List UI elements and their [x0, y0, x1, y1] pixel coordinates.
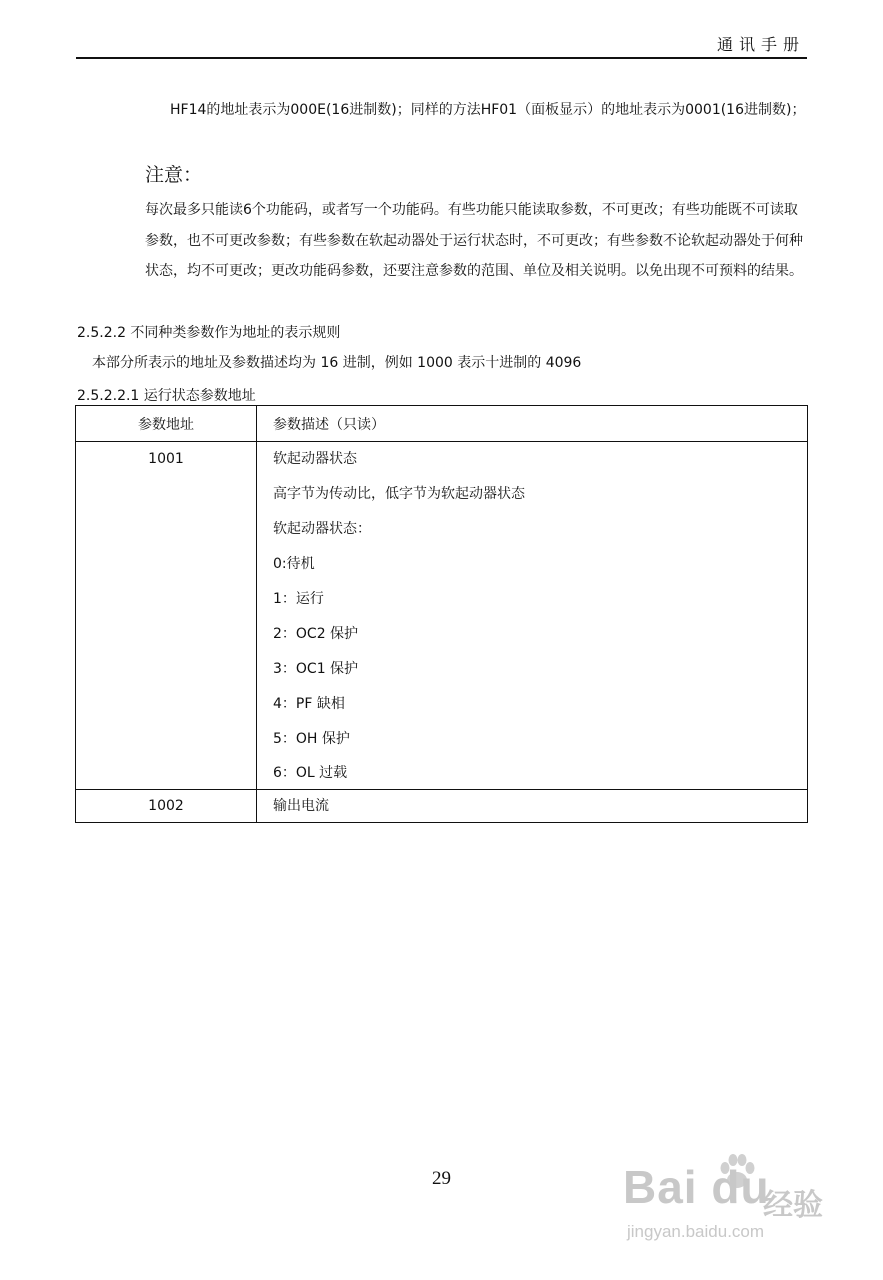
section-description: 本部分所表示的地址及参数描述均为 16 进制，例如 1000 表示十进制的 4096 [92, 355, 582, 371]
note-body: 每次最多只能读6个功能码，或者写一个功能码。有些功能只能读取参数，不可更改；有些功能既不可读取参数，也不可更改参数；有些参数在软起动器处于运行状态时，不可更改；有些参数不论软起动器处于何种状态，均不可更改；更改功能码参数，还要注意参数的范围、单位及相关说明。以免出现不可预料的结果。 [145, 202, 803, 279]
table-row [76, 442, 808, 790]
note-title: 注意： [145, 164, 203, 186]
section-heading-25221: 2.5.2.2.1 运行状态参数地址 [77, 388, 256, 404]
watermark-brand: 经验 [763, 1189, 823, 1222]
header-address: 参数地址 [76, 406, 257, 442]
watermark-logo: Bai du [623, 1161, 770, 1213]
watermark-url: jingyan.baidu.com [627, 1222, 765, 1241]
intro-paragraph: HF14的地址表示为000E(16进制数)；同样的方法HF01（面板显示）的地址表示为0001(16进制数)； [170, 102, 806, 118]
watermark [623, 1160, 843, 1255]
row-address: 1002 [76, 790, 257, 823]
desc-line: 3：OC1 保护 [273, 661, 359, 677]
row-address-cell [76, 442, 257, 790]
desc-line: 高字节为传动比，低字节为软起动器状态 [273, 486, 525, 502]
row-description-cell [257, 442, 808, 790]
desc-line: 5：OH 保护 [273, 731, 350, 747]
header-description: 参数描述（只读） [257, 406, 808, 442]
desc-line: 软起动器状态 [273, 451, 357, 467]
table-row [76, 790, 808, 823]
header-rule [76, 57, 807, 59]
desc-line: 6：OL 过载 [273, 765, 348, 781]
section-heading-2522: 2.5.2.2 不同种类参数作为地址的表示规则 [77, 325, 341, 341]
parameter-table [75, 405, 808, 823]
header-title: 通讯手册 [716, 35, 805, 54]
page-number: 29 [432, 1168, 451, 1189]
desc-line: 4：PF 缺相 [273, 696, 345, 712]
desc-line: 软起动器状态： [273, 521, 371, 537]
desc-line: 1：运行 [273, 591, 324, 607]
desc-line: 0:待机 [273, 556, 315, 572]
desc-line: 2：OC2 保护 [273, 626, 359, 642]
row-address: 1001 [148, 451, 184, 467]
row-description: 输出电流 [257, 790, 808, 823]
table-header-row [76, 406, 808, 442]
